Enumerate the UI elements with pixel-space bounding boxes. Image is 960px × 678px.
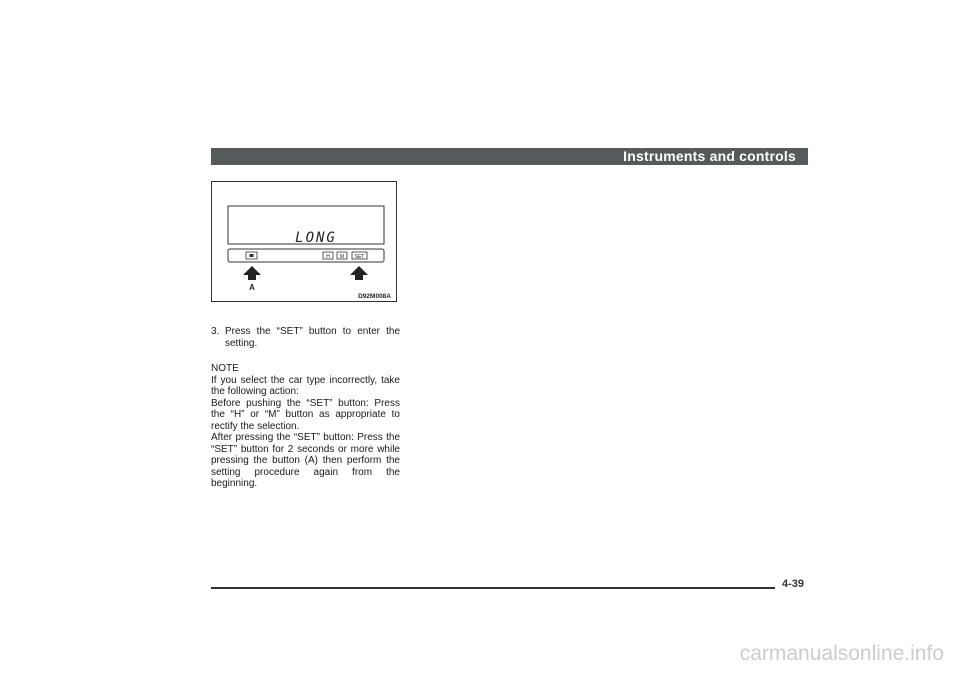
arrow-up-icon — [350, 266, 368, 280]
arrow-label: A — [249, 283, 255, 292]
button-m-label: M — [339, 254, 345, 260]
figure-code: D92M008A — [358, 293, 391, 300]
watermark: carmanualsonline.info — [739, 642, 944, 665]
section-title: Instruments and controls — [623, 148, 796, 164]
note-line: If you select the car type incorrectly, take the following action: — [211, 374, 400, 397]
display-diagram-svg — [212, 182, 398, 303]
button-a-symbol — [250, 254, 254, 257]
display-illustration — [211, 181, 397, 302]
step-number: 3. — [211, 326, 220, 337]
page-number: 4-39 — [782, 578, 805, 590]
display-readout: LONG — [295, 230, 337, 246]
note-line: After pressing the “SET” button: Press the “SET” button for 2 seconds or more while pressing the button (A) then perform the setting procedure again from the beginning. — [211, 432, 400, 489]
section-header-bar — [211, 148, 808, 165]
instruction-text — [211, 326, 400, 490]
arrow-up-icon — [243, 266, 261, 280]
note-title: NOTE — [211, 363, 239, 374]
step-item — [211, 326, 400, 349]
button-set-label: SET — [354, 254, 365, 260]
footer-rule — [211, 587, 775, 589]
note-line: Before pushing the “SET” button: Press the “H” or “M” button as appropriate to rectify the selection. — [211, 397, 400, 432]
step-text: Press the “SET” button to enter the setting. — [225, 326, 400, 349]
button-h-label: H — [326, 254, 330, 260]
